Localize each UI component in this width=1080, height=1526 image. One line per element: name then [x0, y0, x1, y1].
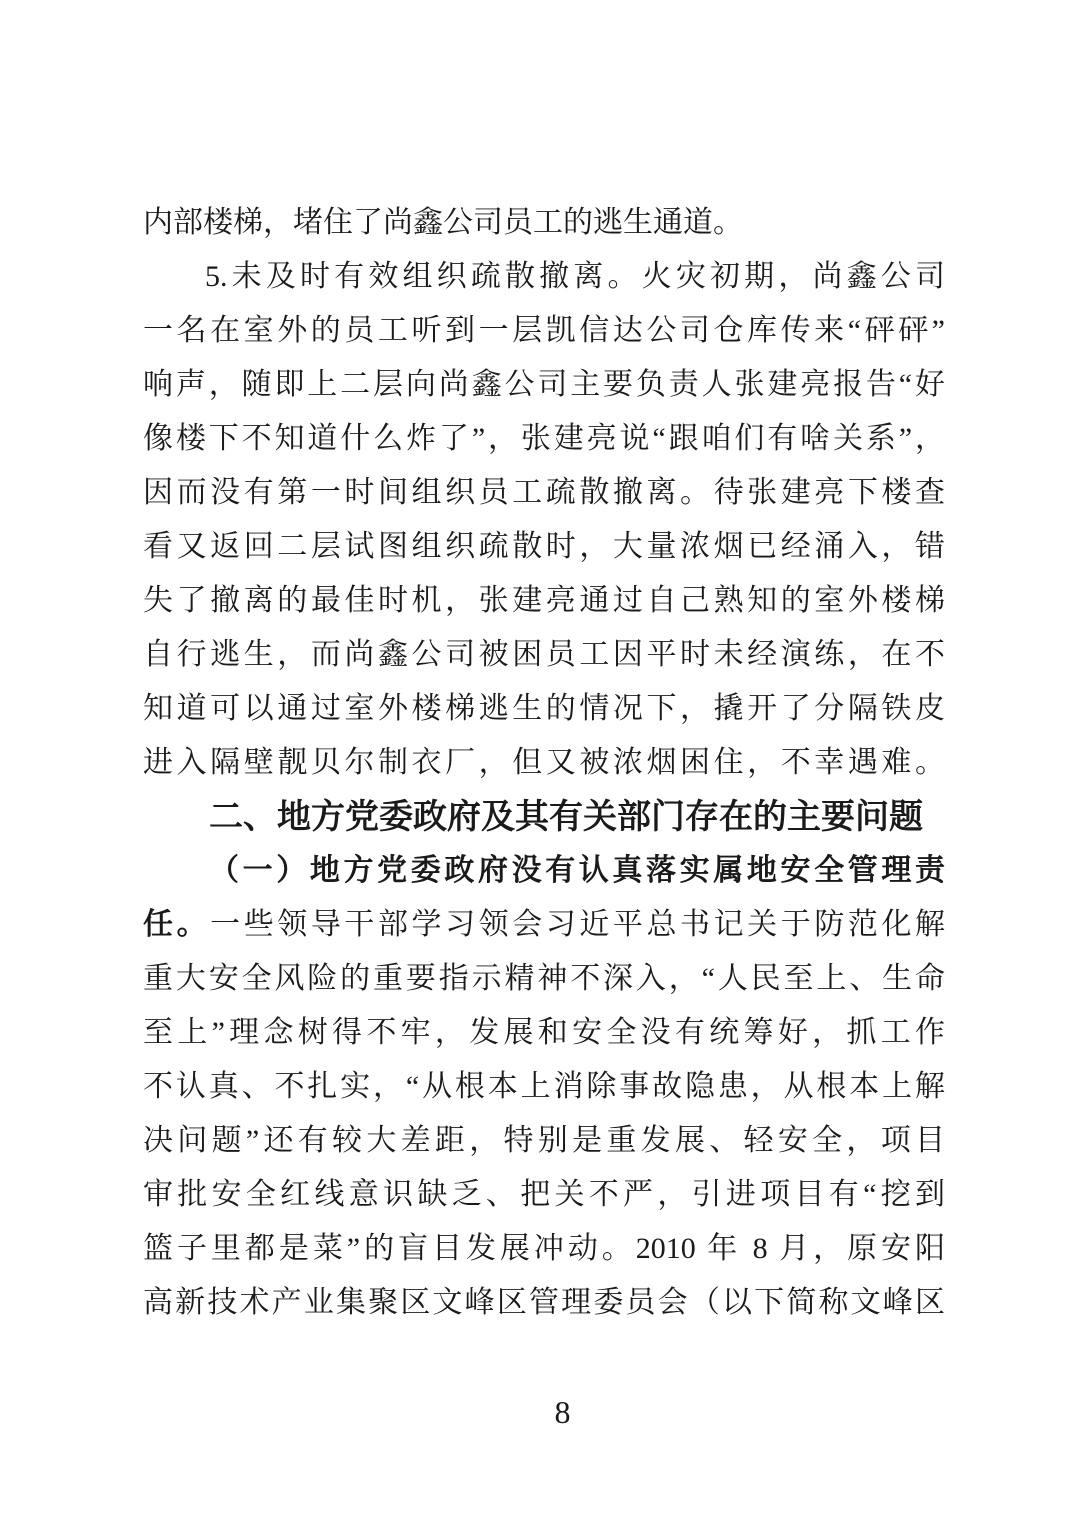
body-text-segment: 高新技术产业集聚区文峰区管理委员会 — [143, 1286, 690, 1319]
page-number: 8 — [554, 1394, 571, 1430]
section-heading: 二、地方党委政府及其有关部门存在的主要问题 — [209, 798, 923, 836]
body-line: 知道可以通过室外楼梯逃生的情况下，撬开了分隔铁皮 — [143, 692, 945, 725]
body-line: 审批安全红线意识缺乏、把关不严，引进项目有“挖到 — [143, 1178, 945, 1211]
body-line: 重大安全风险的重要指示精神不深入，“人民至上、生命 — [143, 962, 945, 995]
body-line: 一名在室外的员工听到一层凯信达公司仓库传来“砰砰” — [143, 314, 945, 347]
body-line-mixed — [143, 898, 945, 952]
body-line: 自行逃生，而尚鑫公司被困员工因平时未经演练，在不 — [143, 638, 945, 671]
subsection-heading: （一）地方党委政府没有认真落实属地安全管理责 — [209, 854, 945, 887]
body-line: 失了撤离的最佳时机，张建亮通过自己熟知的室外楼梯 — [143, 584, 945, 617]
body-line: 看又返回二层试图组织疏散时，大量浓烟已经涌入，错 — [143, 530, 945, 563]
body-line: 至上”理念树得不牢，发展和安全没有统筹好，抓工作 — [143, 1016, 945, 1049]
parenthetical-abbreviation-segment: （以下简称文峰区 — [689, 1285, 946, 1320]
body-line: 篮子里都是菜”的盲目发展冲动。2010 年 8 月，原安阳 — [143, 1232, 945, 1265]
body-line-mixed — [143, 1276, 945, 1330]
body-line: 响声，随即上二层向尚鑫公司主要负责人张建亮报告“好 — [143, 368, 945, 401]
text-block — [143, 196, 945, 1330]
body-line: 因而没有第一时间组织员工疏散撤离。待张建亮下楼查 — [143, 476, 945, 509]
subsection-heading-continuation: 任。 — [143, 908, 211, 941]
body-text-segment: 一些领导干部学习领会习近平总书记关于防范化解 — [210, 908, 946, 941]
body-line: 进入隔壁靓贝尔制衣厂，但又被浓烟困住，不幸遇难。 — [143, 746, 945, 779]
body-line: 内部楼梯，堵住了尚鑫公司员工的逃生通道。 — [143, 206, 743, 239]
body-line: 像楼下不知道什么炸了”，张建亮说“跟咱们有啥关系”， — [143, 422, 945, 455]
body-line: 决问题”还有较大差距，特别是重发展、轻安全，项目 — [143, 1124, 945, 1157]
body-line: 不认真、不扎实，“从根本上消除事故隐患，从根本上解 — [143, 1070, 945, 1103]
body-line-paragraph-start: 5.未及时有效组织疏散撤离。火灾初期，尚鑫公司 — [205, 260, 945, 293]
